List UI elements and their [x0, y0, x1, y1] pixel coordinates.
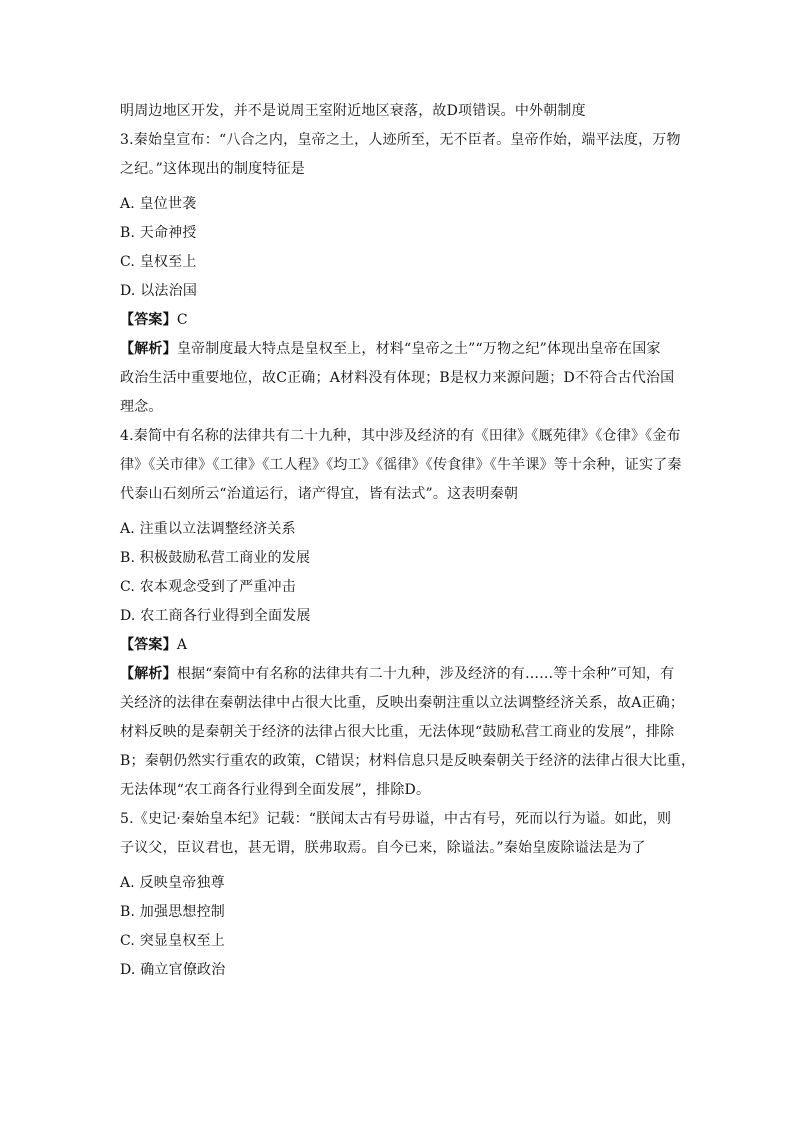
- option-b: B. 天命神授: [120, 225, 197, 241]
- option-c: C. 突显皇权至上: [120, 933, 225, 949]
- option-b: B. 积极鼓励私营工商业的发展: [120, 550, 311, 566]
- question-stem-line: 代泰山石刻所云“治道运行，诸产得宜，皆有法式”。这表明秦朝: [120, 486, 519, 502]
- question-stem-line: 5.《史记·秦始皇本纪》记载：“朕闻太古有号毋谥，中古有号，死而以行为谥。如此，则: [120, 811, 672, 827]
- option-a: A. 皇位世袭: [120, 196, 197, 212]
- analysis-text: 根据“秦简中有名称的法律共有二十九种，涉及经济的有……等十余种”可知，有: [176, 666, 675, 682]
- question-3: [120, 126, 680, 422]
- answer-label: 【答案】: [120, 312, 177, 328]
- analysis-line: 材料反映的是秦朝关于经济的法律占很大比重，无法体现“鼓励私营工商业的发展”，排除: [120, 724, 675, 740]
- question-stem-line: 子议父，臣议君也，甚无谓，朕弗取焉。自今已来，除谥法。”秦始皇废除谥法是为了: [120, 840, 646, 856]
- question-stem-line: 之纪。”这体现出的制度特征是: [120, 161, 305, 177]
- question-stem-line: 4.秦简中有名称的法律共有二十九种，其中涉及经济的有《田律》《厩苑律》《仓律》《金布: [120, 428, 681, 444]
- option-a: A. 注重以立法调整经济关系: [120, 521, 296, 537]
- question-stem-line: 律》《关市律》《工律》《工人程》《均工》《徭律》《传食律》《牛羊课》等十余种，证实了秦: [120, 457, 682, 473]
- option-b: B. 加强思想控制: [120, 904, 225, 920]
- analysis-line: 理念。: [120, 399, 163, 415]
- analysis-line: 关经济的法律在秦朝法律中占很大比重，反映出秦朝注重以立法调整经济关系，故A正确；: [120, 695, 685, 711]
- analysis-line: B；秦朝仍然实行重农的政策，C错误；材料信息只是反映秦朝关于经济的法律占很大比重，: [120, 753, 696, 769]
- answer-label: 【答案】: [120, 637, 177, 653]
- answer-value: A: [176, 637, 188, 653]
- analysis-text: 皇帝制度最大特点是皇权至上，材料“皇帝之土”“万物之纪”体现出皇帝在国家: [176, 341, 661, 357]
- analysis-line: 无法体现“农工商各行业得到全面发展”，排除D。: [120, 782, 431, 798]
- answer-line: [120, 631, 680, 660]
- analysis-line: [120, 660, 680, 689]
- question-stem-line: 3.秦始皇宣布：“八合之内，皇帝之土，人迹所至，无不臣者。皇帝作始，端平法度，万物: [120, 132, 681, 148]
- answer-line: [120, 306, 680, 335]
- option-c: C. 皇权至上: [120, 254, 197, 270]
- option-d: D. 农工商各行业得到全面发展: [120, 608, 311, 624]
- question-5: [120, 805, 680, 985]
- document-content: [120, 97, 696, 985]
- option-c: C. 农本观念受到了严重冲击: [120, 579, 296, 595]
- answer-value: C: [176, 312, 188, 328]
- option-d: D. 以法治国: [120, 283, 198, 299]
- analysis-line: [120, 335, 680, 364]
- option-a: A. 反映皇帝独尊: [120, 875, 225, 891]
- option-d: D. 确立官僚政治: [120, 962, 226, 978]
- analysis-line: 政治生活中重要地位，故C正确；A材料没有体现；B是权力来源问题；D不符合古代治国: [120, 370, 675, 386]
- analysis-label: 【解析】: [120, 666, 177, 682]
- intro-line: 明周边地区开发，并不是说周王室附近地区衰落，故D项错误。中外朝制度: [120, 103, 586, 119]
- analysis-label: 【解析】: [120, 341, 177, 357]
- question-4: [120, 422, 696, 805]
